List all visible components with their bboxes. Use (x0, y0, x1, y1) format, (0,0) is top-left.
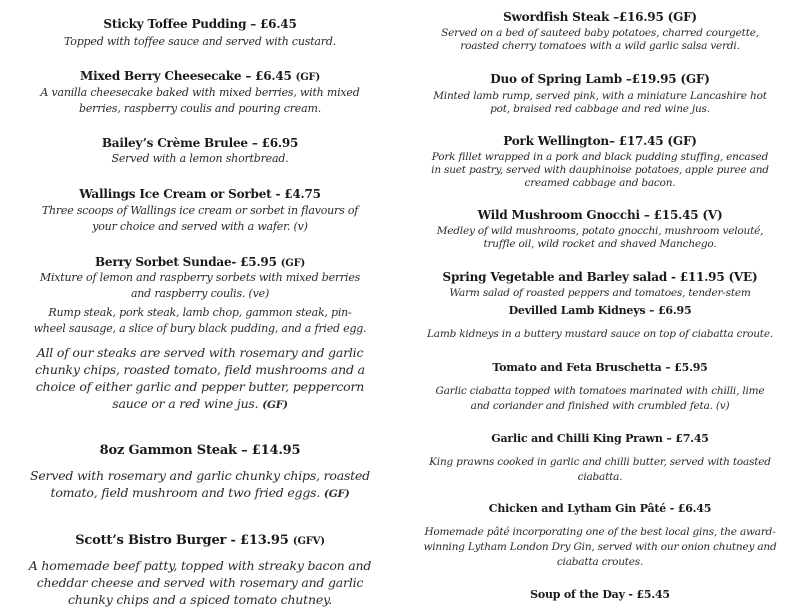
menu-item-title: Soup of the Day - £5.45 (530, 588, 670, 601)
menu-item-title: Tomato and Feta Bruschetta – £5.95 (492, 361, 708, 374)
menu-item-desc: truffle oil, wild rocket and shaved Manchego. (483, 238, 717, 250)
menu-item-desc: chunky chips and a spiced tomato chutney. (67, 592, 333, 607)
dietary-tag: (GFV) (292, 536, 325, 547)
dietary-tag: (GF) (280, 258, 306, 269)
menu-item-title: Duo of Spring Lamb –£19.95 (GF) (490, 72, 710, 86)
mixed-grill-desc: wheel sausage, a slice of bury black pudding, and a fried egg. (33, 322, 367, 335)
menu-item-title: Wallings Ice Cream or Sorbet - £4.75 (79, 187, 321, 201)
menu-item-desc: Topped with toffee sauce and served with custard. (64, 35, 336, 48)
steaks-note: choice of either garlic and pepper butter, peppercorn (35, 379, 365, 394)
menu-item-title: Berry Sorbet Sundae- £5.95 (GF) (94, 255, 306, 269)
menu-item-desc: in suet pastry, served with dauphinoise potatoes, apple puree and (431, 164, 769, 176)
menu-item-desc: tomato, field mushroom and two fried eggs. (GF) (50, 485, 350, 500)
menu-item-desc: Served on a bed of sauteed baby potatoes, charred courgette, (441, 27, 759, 39)
menu-item-desc: your choice and served with a wafer. (v) (92, 220, 308, 233)
menu-item-desc: Served with rosemary and garlic chunky chips, roasted (30, 468, 370, 483)
left-menu-column (0, 0, 400, 607)
menu-item-title: Garlic and Chilli King Prawn – £7.45 (491, 432, 709, 445)
menu-item-desc: A homemade beef patty, topped with streaky bacon and (28, 558, 372, 573)
menu-item-desc: berries, raspberry coulis and pouring cream. (78, 102, 321, 115)
menu-item-desc: Warm salad of roasted peppers and tomatoes, tender-stem (449, 287, 751, 299)
steaks-note: sauce or a red wine jus. (GF) (112, 396, 288, 411)
menu-item-desc: and raspberry coulis. (ve) (130, 287, 270, 300)
right-menu-column (400, 0, 800, 600)
menu-item-title: Mixed Berry Cheesecake – £6.45 (GF) (80, 69, 320, 83)
menu-item-title: Sticky Toffee Pudding – £6.45 (103, 17, 297, 31)
menu-item-desc: Mixture of lemon and raspberry sorbets with mixed berries (39, 271, 361, 284)
menu-item-title: 8oz Gammon Steak – £14.95 (99, 443, 301, 458)
menu-item-desc: pot, braised red cabbage and red wine jus. (490, 103, 710, 115)
steaks-note: chunky chips, roasted tomato, field mushrooms and a (35, 362, 365, 377)
menu-item-desc: Medley of wild mushrooms, potato gnocchi, mushroom velouté, (436, 225, 764, 237)
menu-item-desc: Homemade pâté incorporating one of the best local gins, the award- (424, 526, 776, 538)
menu-item-desc: roasted cherry tomatoes with a wild garlic salsa verdi. (460, 40, 740, 52)
mixed-grill-desc: Rump steak, pork steak, lamb chop, gammon steak, pin- (48, 306, 352, 319)
menu-item-title: Spring Vegetable and Barley salad - £11.95 (VE) (442, 270, 758, 284)
menu-item-desc: Minted lamb rump, served pink, with a miniature Lancashire hot (433, 90, 767, 102)
menu-item-desc: cheddar cheese and served with rosemary and garlic (36, 575, 364, 590)
menu-item-desc: winning Lytham London Dry Gin, served with our onion chutney and (423, 541, 777, 553)
menu-item-desc: Lamb kidneys in a buttery mustard sauce on top of ciabatta croute. (427, 328, 773, 340)
dietary-tag: (GF) (323, 488, 350, 500)
dietary-tag: (GF) (262, 399, 288, 411)
menu-item-desc: and coriander and finished with crumbled feta. (v) (470, 400, 730, 412)
steaks-note: All of our steaks are served with rosemary and garlic (36, 345, 364, 360)
menu-item-desc: Garlic ciabatta topped with tomatoes marinated with chilli, lime (435, 385, 765, 397)
menu-item-desc: Three scoops of Wallings ice cream or sorbet in flavours of (41, 204, 359, 217)
menu-item-title: Pork Wellington– £17.45 (GF) (503, 134, 697, 148)
menu-item-desc: ciabatta. (577, 471, 623, 483)
menu-item-title: Devilled Lamb Kidneys – £6.95 (508, 304, 692, 317)
menu-item-desc: Served with a lemon shortbread. (111, 152, 289, 165)
menu-item-desc: ciabatta croutes. (556, 556, 644, 568)
menu-item-desc: A vanilla cheesecake baked with mixed berries, with mixed (40, 86, 360, 99)
menu-item-desc: creamed cabbage and bacon. (524, 177, 676, 189)
menu-item-title: Bailey’s Crème Brulee – £6.95 (101, 136, 299, 150)
menu-item-title: Scott’s Bistro Burger - £13.95 (GFV) (75, 533, 325, 548)
menu-item-title: Chicken and Lytham Gin Pâté - £6.45 (488, 502, 712, 515)
dietary-tag: (GF) (295, 72, 320, 83)
menu-item-desc: King prawns cooked in garlic and chilli butter, served with toasted (429, 456, 771, 468)
menu-item-title: Wild Mushroom Gnocchi – £15.45 (V) (477, 208, 723, 222)
menu-item-title: Swordfish Steak –£16.95 (GF) (503, 10, 697, 24)
menu-item-desc: Pork fillet wrapped in a pork and black pudding stuffing, encased (431, 151, 769, 163)
